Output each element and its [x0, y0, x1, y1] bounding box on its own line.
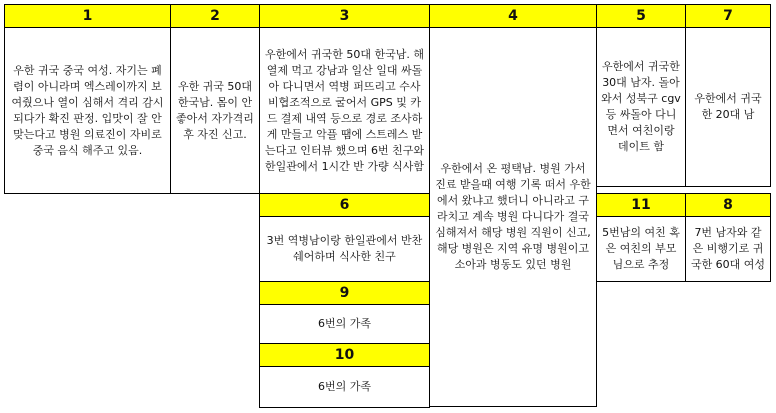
header-cell-6: 6 [259, 193, 430, 217]
case-3-description: 우한에서 귀국한 50대 한국남. 해열제 먹고 강남과 일산 일대 싸돌아 다니면서 역병 퍼뜨리고 수사 비협조적으로 굴어서 GPS 및 카드 결제 내역 등으로 경로 조사하게 만들고 악플 땜에 스트레스 받는다고 인터뷰 했으며 6번 친구와 한일관에서 1시간 반 가량 식사함 [259, 27, 430, 194]
header-cell-7: 7 [685, 4, 771, 28]
case-6-description: 3번 역병남이랑 한일관에서 반찬 쉐어하며 식사한 친구 [259, 216, 430, 282]
case-2-description: 우한 귀국 50대 한국남. 몸이 안좋아서 자가격리 후 자진 신고. [170, 27, 260, 194]
header-cell-4: 4 [429, 4, 597, 28]
case-5-description: 우한에서 귀국한 30대 남자. 돌아와서 성북구 cgv 등 싸돌아 다니면서 여친이랑 데이트 함 [596, 27, 686, 187]
header-cell-9: 9 [259, 281, 430, 305]
case-8-description: 7번 남자와 같은 비행기로 귀국한 60대 여성 [685, 216, 771, 282]
case-4-description: 우한에서 온 평택남. 병원 가서 진료 받을때 여행 기록 떠서 우한에서 왔냐고 했더니 아니라고 구라치고 계속 병원 다니다가 결국 심해져서 해당 병원 직원이 신고, 해당 병원은 지역 유명 병원이고 소아과 병동도 있던 병원 [429, 27, 597, 407]
case-9-description: 6번의 가족 [259, 304, 430, 344]
case-7-description: 우한에서 귀국한 20대 남 [685, 27, 771, 187]
header-cell-10: 10 [259, 343, 430, 367]
header-cell-8: 8 [685, 193, 771, 217]
header-cell-3: 3 [259, 4, 430, 28]
header-cell-2: 2 [170, 4, 260, 28]
case-10-description: 6번의 가족 [259, 366, 430, 408]
header-cell-11: 11 [596, 193, 686, 217]
case-11-description: 5번남의 여친 혹은 여친의 부모님으로 추정 [596, 216, 686, 282]
header-cell-5: 5 [596, 4, 686, 28]
header-cell-1: 1 [4, 4, 171, 28]
case-1-description: 우한 귀국 중국 여성. 자기는 폐렴이 아니라며 엑스레이까지 보여줬으나 열이 심해서 격리 감시되다가 확진 판정. 입맛이 잘 안맞는다고 병원 의료진이 자비로 중국 음식 해주고 있음. [4, 27, 171, 194]
